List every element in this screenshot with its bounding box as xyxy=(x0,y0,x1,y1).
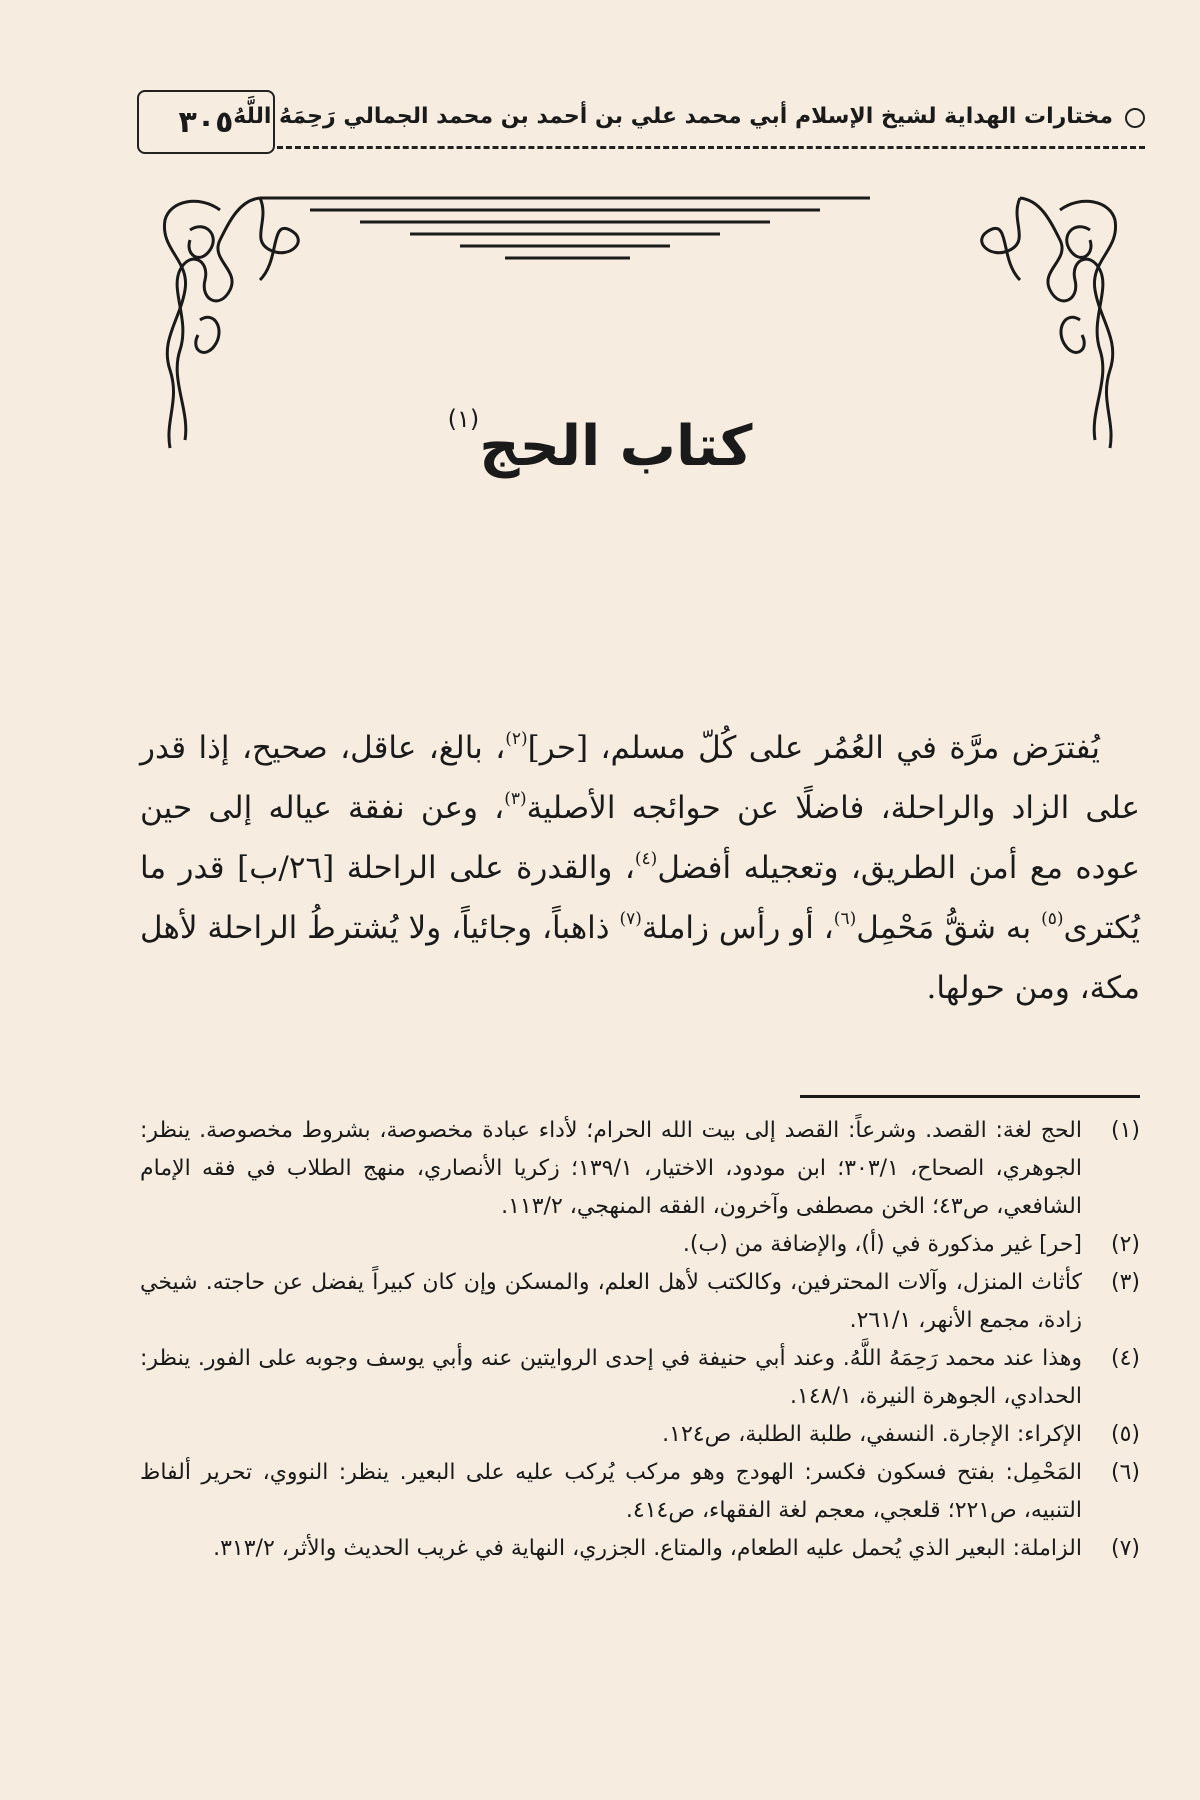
footnote-ref: (٣) xyxy=(504,789,527,809)
footnote-2 xyxy=(140,1226,1140,1264)
footnote-6 xyxy=(140,1454,1140,1530)
main-text xyxy=(140,718,1140,1018)
running-header xyxy=(135,88,1145,158)
footnote-number: (٥) xyxy=(1110,1422,1140,1447)
text-segment: به شقُّ مَحْمِل xyxy=(856,910,1042,946)
footnote-3 xyxy=(140,1264,1140,1340)
footnote-ref: (٢) xyxy=(505,729,528,749)
footnote-text: الحج لغة: القصد. وشرعاً: القصد إلى بيت الله الحرام؛ لأداء عبادة مخصوصة، بشروط مخصوصة. ينظر: الجوهري، الصحاح، ٣٠٣/١؛ ابن مودود، الاختيار، ١٣٩/١؛ زكريا الأنصاري، منهج الطلاب في فقه الإمام الشافعي، ص٤٣؛ الخن مصطفى وآخرون، الفقه المنهجي، ١١٣/٢. xyxy=(140,1118,1082,1219)
footnote-text: الإكراء: الإجارة. النسفي، طلبة الطلبة، ص١٢٤. xyxy=(662,1422,1082,1447)
footnote-text: الزاملة: البعير الذي يُحمل عليه الطعام، والمتاع. الجزري، النهاية في غريب الحديث والأثر، ٣١٣/٢. xyxy=(213,1536,1082,1561)
footnote-text: [حر] غير مذكورة في (أ)، والإضافة من (ب). xyxy=(682,1232,1082,1257)
footnote-1 xyxy=(140,1112,1140,1226)
page-number: ٣٠٥ xyxy=(178,104,234,140)
text-segment: ، وعن نفقة عياله إلى حين عوده مع أمن الطريق، وتعجيله أفضل xyxy=(140,790,1140,886)
paragraph xyxy=(140,718,1140,1018)
footnote-ref: (٦) xyxy=(833,909,857,929)
circle-bullet-icon xyxy=(1125,108,1145,128)
text-segment: ذاهباً، وجائياً، ولا يُشترطُ الراحلة لأهل مكة، ومن حولها. xyxy=(140,910,1140,1006)
footnote-number: (٢) xyxy=(1110,1232,1140,1257)
footnote-text: كأثاث المنزل، وآلات المحترفين، وكالكتب لأهل العلم، والمسكن وإن كان كبيراً يفضل عن حاجته. شيخي زادة، مجمع الأنهر، ٢٦١/١. xyxy=(140,1270,1082,1333)
footnote-5 xyxy=(140,1416,1140,1454)
footnote-ref: (٥) xyxy=(1041,909,1064,929)
footnote-text: المَحْمِل: بفتح فسكون فكسر: الهودج وهو مركب يُركب عليه على البعير. ينظر: النووي، تحرير ألفاظ التنبيه، ص٢٢١؛ قلعجي، معجم لغة الفقهاء، ص٤١٤. xyxy=(140,1460,1082,1523)
text-segment: ، بالغ، عاقل، صحيح، إذا قدر على الزاد والراحلة، فاضلًا عن حوائجه الأصلية xyxy=(140,730,1141,826)
chapter-title xyxy=(0,405,1200,479)
chapter-title-text: كتاب الحج xyxy=(479,414,753,479)
chapter-footnote-ref: (١) xyxy=(447,405,480,433)
footnote-number: (٣) xyxy=(1110,1270,1140,1295)
text-segment: ، والقدرة على الراحلة [٢٦/ب] قدر ما يُكترى xyxy=(140,850,1140,946)
text-segment: ، أو رأس زاملة xyxy=(641,910,834,946)
footnotes xyxy=(140,1112,1140,1568)
dashed-rule xyxy=(277,146,1145,149)
footnote-4 xyxy=(140,1340,1140,1416)
footnote-number: (٧) xyxy=(1110,1536,1140,1561)
footnote-ref: (٧) xyxy=(619,909,642,929)
running-title: مختارات الهداية لشيخ الإسلام أبي محمد علي بن أحمد بن محمد الجمالي رَحِمَهُ اللَّهُ xyxy=(233,104,1113,129)
footnote-number: (١) xyxy=(1110,1118,1140,1143)
footnote-number: (٦) xyxy=(1110,1460,1140,1485)
footnote-number: (٤) xyxy=(1110,1346,1140,1371)
footnote-ref: (٤) xyxy=(634,849,658,869)
footnote-separator xyxy=(800,1095,1140,1098)
footnote-text: وهذا عند محمد رَحِمَهُ اللَّهُ. وعند أبي حنيفة في إحدى الروايتين عنه وأبي يوسف وجوبه على الفور. ينظر: الحدادي، الجوهرة النيرة، ١٤٨/١. xyxy=(140,1346,1082,1409)
text-segment: يُفترَض مرَّة في العُمُر على كُلّ مسلم، [حر] xyxy=(527,730,1100,766)
footnote-7 xyxy=(140,1530,1140,1568)
